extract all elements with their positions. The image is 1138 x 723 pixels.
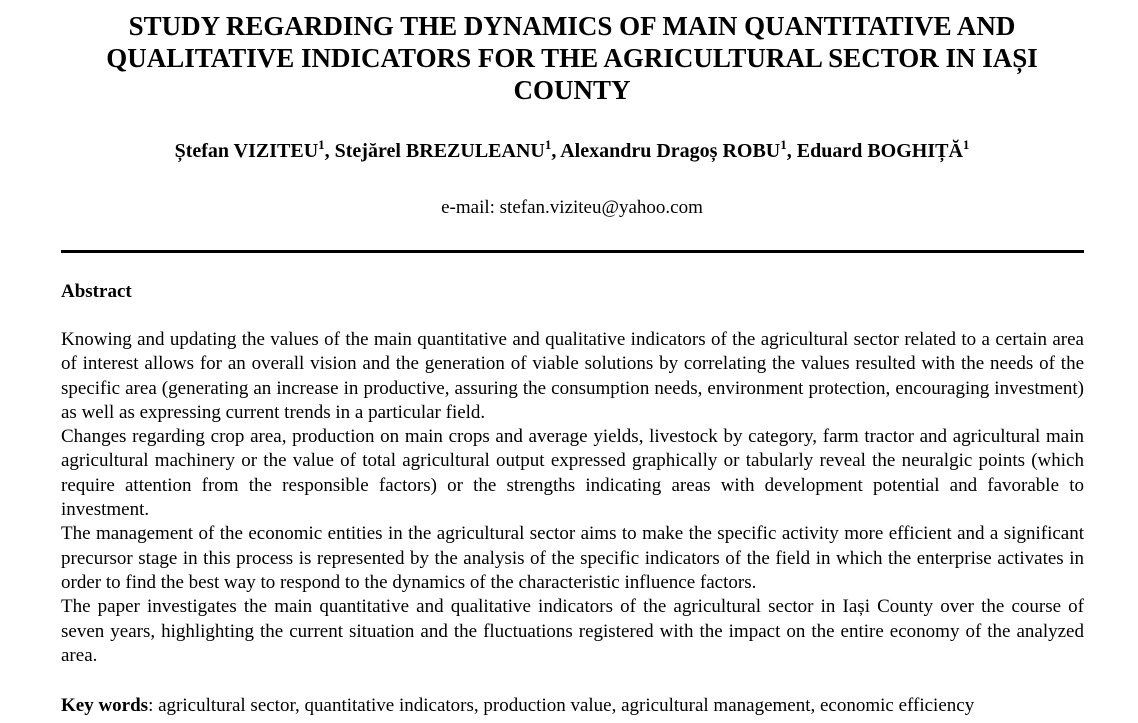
abstract-paragraph-4: The paper investigates the main quantitative and qualitative indicators of the agricultural sector in Iași County over the course of seven years, highlighting the current situation and the fluctuations registered with the impact on the entire economy of the analyzed area. (61, 596, 1084, 666)
author-affiliation: 1 (962, 137, 970, 152)
author-affiliation: 1 (318, 137, 325, 152)
author-name: Stejărel BREZULEANU (334, 140, 545, 162)
author-separator: , (551, 140, 561, 162)
abstract-paragraph-2: Changes regarding crop area, production on main crops and average yields, livestock by category, farm tractor and agricultural main agricultural machinery or the value of total agricultural output expressed graphically or tabularly reveal the neuralgic points (which require attention from the responsible factors) or the strengths indicating areas with development potential and favorable to investment. (61, 426, 1084, 521)
author-affiliation: 1 (544, 137, 552, 152)
keywords-label: Key words (61, 695, 149, 716)
header-divider (61, 250, 1084, 253)
author-name: Ștefan VIZITEU (174, 140, 319, 162)
author-name: Eduard BOGHIȚĂ (796, 140, 963, 162)
abstract-body (61, 328, 1084, 668)
author-affiliation: 1 (780, 137, 787, 152)
author-list (60, 138, 1084, 164)
author-separator: , (786, 140, 797, 162)
author-separator: , (324, 140, 335, 162)
abstract-paragraph-3: The management of the economic entities in the agricultural sector aims to make the specific activity more efficient and a significant precursor stage in this process is represented by the analysis of the specific indicators of the field in which the enterprise activates in order to find the best way to respond to the dynamics of the characteristic influence factors. (61, 523, 1084, 593)
keywords-line (61, 694, 1084, 718)
abstract-heading: Abstract (61, 281, 132, 302)
paper-title: STUDY REGARDING THE DYNAMICS OF MAIN QUANTITATIVE AND QUALITATIVE INDICATORS FOR THE AGRICULTURAL SECTOR IN IAȘI COUNTY (106, 11, 1038, 105)
keywords-text: : agricultural sector, quantitative indicators, production value, agricultural management, economic efficiency (148, 695, 975, 716)
abstract-paragraph-1: Knowing and updating the values of the main quantitative and qualitative indicators of the agricultural sector related to a certain area of interest allows for an overall vision and the generation of viable solutions by correlating the values resulted with the needs of the specific area (generating an increase in productive, assuring the consumption needs, environment protection, encouraging investment) as well as expressing current trends in a particular field. (61, 329, 1084, 423)
author-name: Alexandru Dragoș ROBU (560, 140, 781, 162)
author-email: e-mail: stefan.viziteu@yahoo.com (441, 197, 703, 218)
